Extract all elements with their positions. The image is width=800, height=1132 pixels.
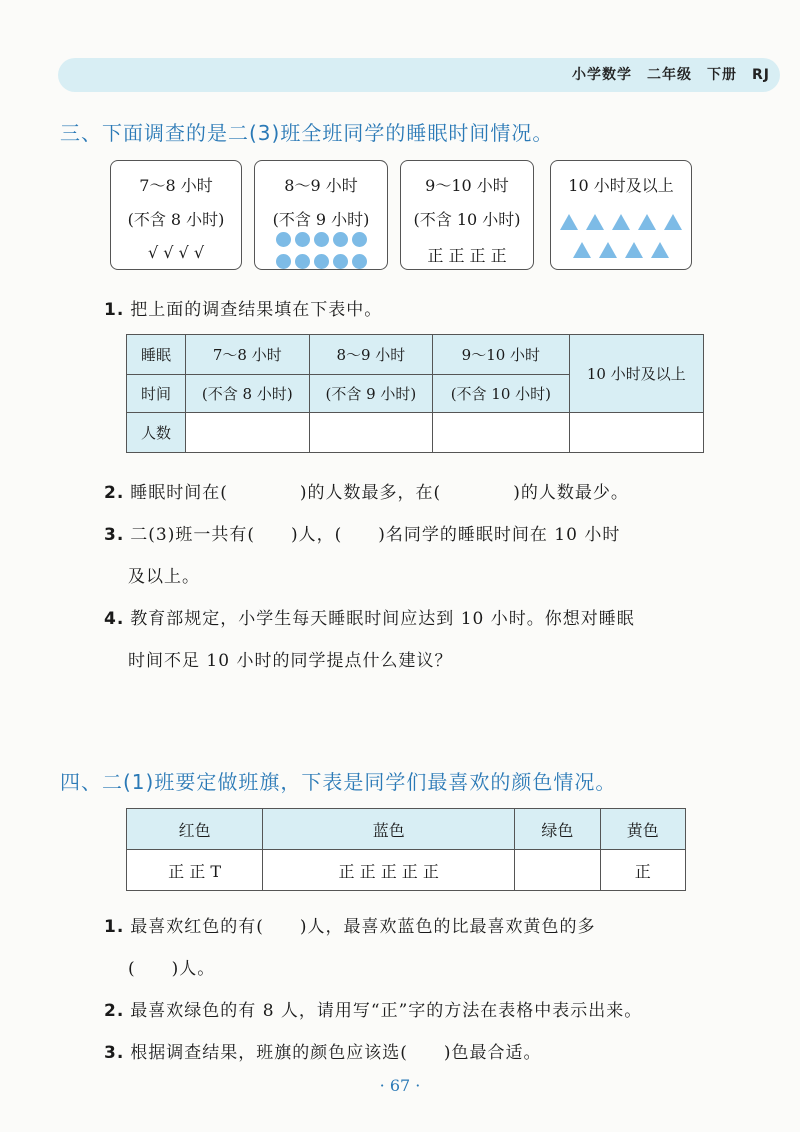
section-4-title: 四、二(1)班要定做班旗，下表是同学们最喜欢的颜色情况。 xyxy=(60,770,617,794)
question-4-1-cont: ( )人。 xyxy=(128,959,216,979)
col-header-red: 红色 xyxy=(127,809,263,850)
triangle-mark xyxy=(573,242,591,258)
card-time-label: 8～9 小时 xyxy=(284,176,358,195)
question-3-3 xyxy=(104,520,620,545)
col-header-8-9: 8～9 小时 xyxy=(309,335,433,375)
question-text: 二(3)班一共有( )人，( )名同学的睡眠时间在 10 小时 xyxy=(130,525,621,545)
triangle-group xyxy=(551,211,691,267)
question-4-2 xyxy=(104,996,642,1021)
col-note-8-9: (不含 9 小时) xyxy=(309,375,433,413)
question-number: 1. xyxy=(104,300,125,320)
card-note-label: (不含 8 小时) xyxy=(127,210,225,229)
triangle-mark xyxy=(651,242,669,258)
question-text: 教育部规定，小学生每天睡眠时间应达到 10 小时。你想对睡眠 xyxy=(130,609,635,629)
question-number: 1. xyxy=(104,917,125,937)
row-label-time: 时间 xyxy=(127,375,186,413)
answer-cell[interactable] xyxy=(186,413,310,453)
col-note-7-8: (不含 8 小时) xyxy=(186,375,310,413)
question-number: 3. xyxy=(104,1043,125,1063)
circle-mark xyxy=(352,232,367,247)
question-3-1 xyxy=(104,295,382,320)
card-tally: 正 正 正 正 xyxy=(427,246,507,265)
question-number: 3. xyxy=(104,525,125,545)
triangle-mark xyxy=(638,214,656,230)
tally-yellow: 正 xyxy=(600,850,685,891)
answer-cell[interactable] xyxy=(433,413,569,453)
card-note-label: (不含 9 小时) xyxy=(272,210,370,229)
triangle-mark xyxy=(560,214,578,230)
survey-card-10-plus xyxy=(550,160,692,270)
triangle-mark xyxy=(664,214,682,230)
dot-group xyxy=(255,231,387,275)
circle-mark xyxy=(314,254,329,269)
circle-mark xyxy=(276,232,291,247)
card-time-label: 10 小时及以上 xyxy=(568,176,674,195)
question-number: 4. xyxy=(104,609,125,629)
question-text: 最喜欢红色的有( )人，最喜欢蓝色的比最喜欢黄色的多 xyxy=(130,917,596,937)
row-label-sleep: 睡眠 xyxy=(127,335,186,375)
question-text: 根据调查结果，班旗的颜色应该选( )色最合适。 xyxy=(130,1043,542,1063)
circle-mark xyxy=(295,232,310,247)
question-4-1 xyxy=(104,912,596,937)
col-header-10-plus: 10 小时及以上 xyxy=(569,335,703,413)
answer-cell[interactable] xyxy=(569,413,703,453)
section-3-title: 三、下面调查的是二(3)班全班同学的睡眠时间情况。 xyxy=(60,121,554,145)
col-note-9-10: (不含 10 小时) xyxy=(433,375,569,413)
circle-mark xyxy=(333,254,348,269)
survey-card-9-10 xyxy=(400,160,534,270)
book-header: 小学数学 二年级 下册 RJ xyxy=(572,67,770,83)
card-note-label: (不含 10 小时) xyxy=(413,210,521,229)
sleep-time-table xyxy=(126,334,704,453)
col-header-blue: 蓝色 xyxy=(263,809,515,850)
page-number: · 67 · xyxy=(379,1076,421,1095)
survey-card-8-9 xyxy=(254,160,388,270)
question-3-3-cont: 及以上。 xyxy=(128,567,200,587)
card-tally: √ √ √ √ xyxy=(147,243,205,262)
triangle-mark xyxy=(586,214,604,230)
question-number: 2. xyxy=(104,483,125,503)
answer-cell[interactable] xyxy=(309,413,433,453)
question-text: 把上面的调查结果填在下表中。 xyxy=(130,300,383,320)
circle-mark xyxy=(352,254,367,269)
circle-mark xyxy=(276,254,291,269)
question-number: 2. xyxy=(104,1001,125,1021)
col-header-yellow: 黄色 xyxy=(600,809,685,850)
triangle-mark xyxy=(599,242,617,258)
tally-blue: 正 正 正 正 正 xyxy=(263,850,515,891)
question-text: 睡眠时间在( )的人数最多，在( )的人数最少。 xyxy=(130,483,629,503)
survey-card-7-8 xyxy=(110,160,242,270)
col-header-green: 绿色 xyxy=(515,809,600,850)
tally-green[interactable] xyxy=(515,850,600,891)
row-label-count: 人数 xyxy=(127,413,186,453)
question-text: 最喜欢绿色的有 8 人，请用写“正”字的方法在表格中表示出来。 xyxy=(130,1001,643,1021)
question-4-3 xyxy=(104,1038,542,1063)
circle-mark xyxy=(295,254,310,269)
card-time-label: 9～10 小时 xyxy=(425,176,509,195)
circle-mark xyxy=(314,232,329,247)
question-3-4-cont: 时间不足 10 小时的同学提点什么建议？ xyxy=(128,651,453,671)
circle-mark xyxy=(333,232,348,247)
card-time-label: 7～8 小时 xyxy=(139,176,213,195)
triangle-mark xyxy=(612,214,630,230)
triangle-mark xyxy=(625,242,643,258)
question-3-2 xyxy=(104,478,629,503)
tally-red: 正 正 T xyxy=(127,850,263,891)
col-header-7-8: 7～8 小时 xyxy=(186,335,310,375)
color-table xyxy=(126,808,686,891)
col-header-9-10: 9～10 小时 xyxy=(433,335,569,375)
question-3-4 xyxy=(104,604,635,629)
